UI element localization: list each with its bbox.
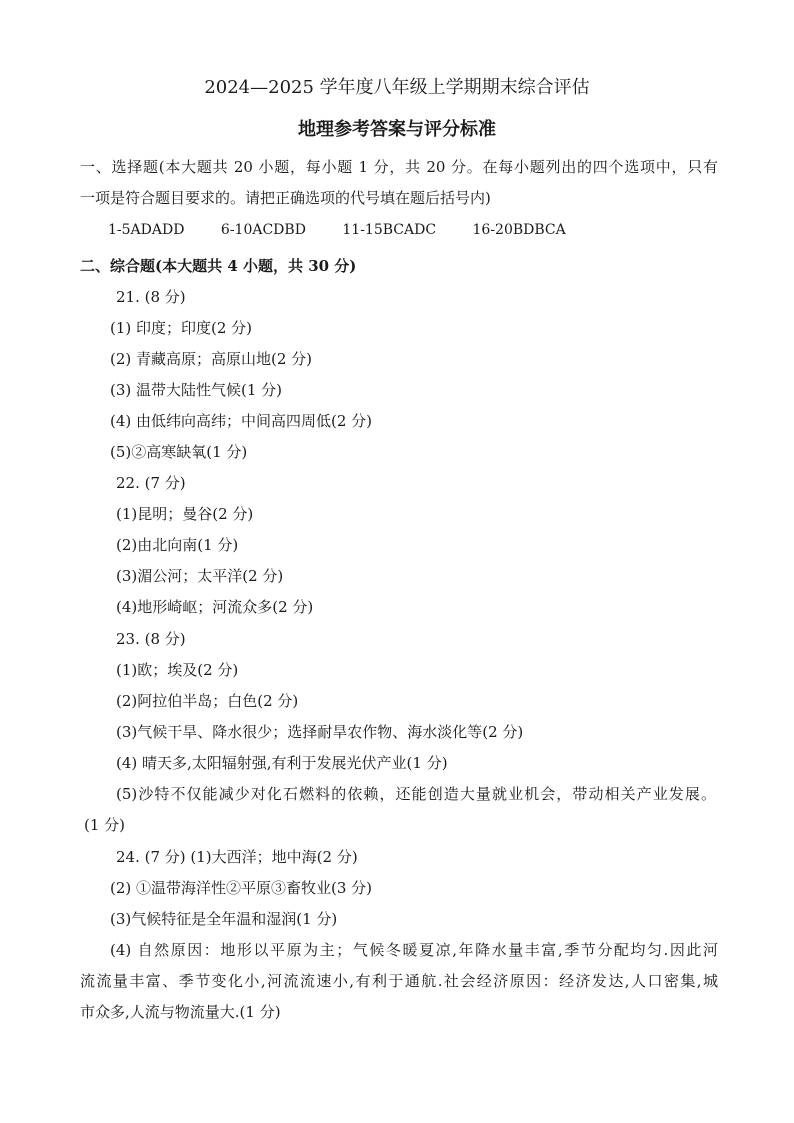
mcq-answer-group: 16-20BDBCA <box>472 222 566 238</box>
q21-answer-5: (5)②高寒缺氧(1 分) <box>110 443 248 461</box>
section2-heading: 二、综合题(本大题共 4 小题，共 30 分) <box>80 257 357 275</box>
q24-label-answer-1: 24. (7 分) (1)大西洋；地中海(2 分) <box>116 848 358 866</box>
q21-label: 21. (8 分) <box>116 288 186 306</box>
q21-answer-1: (1) 印度；印度(2 分) <box>110 319 253 337</box>
q24-answer-4-line1: (4) 自然原因：地形以平原为主；气候冬暖夏凉,年降水量丰富,季节分配均匀.因此河 <box>110 941 718 959</box>
q23-answer-5-line2: (1 分) <box>84 816 126 834</box>
q24-answer-3: (3)气候特征是全年温和湿润(1 分) <box>110 910 338 928</box>
q22-answer-3: (3)湄公河；太平洋(2 分) <box>116 567 284 585</box>
mcq-answer-group: 1-5ADADD <box>108 222 185 238</box>
q24-answer-4-line2: 流流量丰富、季节变化小,河流流速小,有利于通航.社会经济原因：经济发达,人口密集,城 <box>80 972 718 990</box>
mcq-answers <box>108 219 598 241</box>
q22-answer-4: (4)地形崎岖；河流众多(2 分) <box>116 598 314 616</box>
q23-answer-4: (4) 晴天多,太阳辐射强,有利于发展光伏产业(1 分) <box>116 754 448 772</box>
q22-label: 22. (7 分) <box>116 474 186 492</box>
q21-answer-2: (2) 青藏高原；高原山地(2 分) <box>110 350 313 368</box>
section1-instructions-line2: 一项是符合题目要求的。请把正确选项的代号填在题后括号内) <box>80 189 491 207</box>
q23-answer-3: (3)气候干旱、降水很少；选择耐旱农作物、海水淡化等(2 分) <box>116 723 524 741</box>
q22-answer-2: (2)由北向南(1 分) <box>116 536 239 554</box>
page-subtitle: 地理参考答案与评分标准 <box>298 119 496 140</box>
q21-answer-3: (3) 温带大陆性气候(1 分) <box>110 381 283 399</box>
q23-answer-5-line1: (5)沙特不仅能减少对化石燃料的依赖，还能创造大量就业机会，带动相关产业发展。 <box>116 785 716 803</box>
mcq-answer-group: 11-15BCADC <box>342 222 437 238</box>
section1-instructions-line1: 一、选择题(本大题共 20 小题，每小题 1 分，共 20 分。在每小题列出的四个选项中，只有 <box>80 158 718 176</box>
q22-answer-1: (1)昆明；曼谷(2 分) <box>116 505 254 523</box>
q24-answer-2: (2) ①温带海洋性②平原③畜牧业(3 分) <box>110 879 373 897</box>
q23-answer-1: (1)欧；埃及(2 分) <box>116 661 239 679</box>
q23-label: 23. (8 分) <box>116 630 186 648</box>
mcq-answer-group: 6-10ACDBD <box>220 222 306 238</box>
page-title: 2024—2025 学年度八年级上学期期末综合评估 <box>204 77 590 98</box>
q24-answer-4-line3: 市众多,人流与物流量大.(1 分) <box>80 1003 281 1021</box>
q21-answer-4: (4) 由低纬向高纬；中间高四周低(2 分) <box>110 412 373 430</box>
q23-answer-2: (2)阿拉伯半岛；白色(2 分) <box>116 692 299 710</box>
